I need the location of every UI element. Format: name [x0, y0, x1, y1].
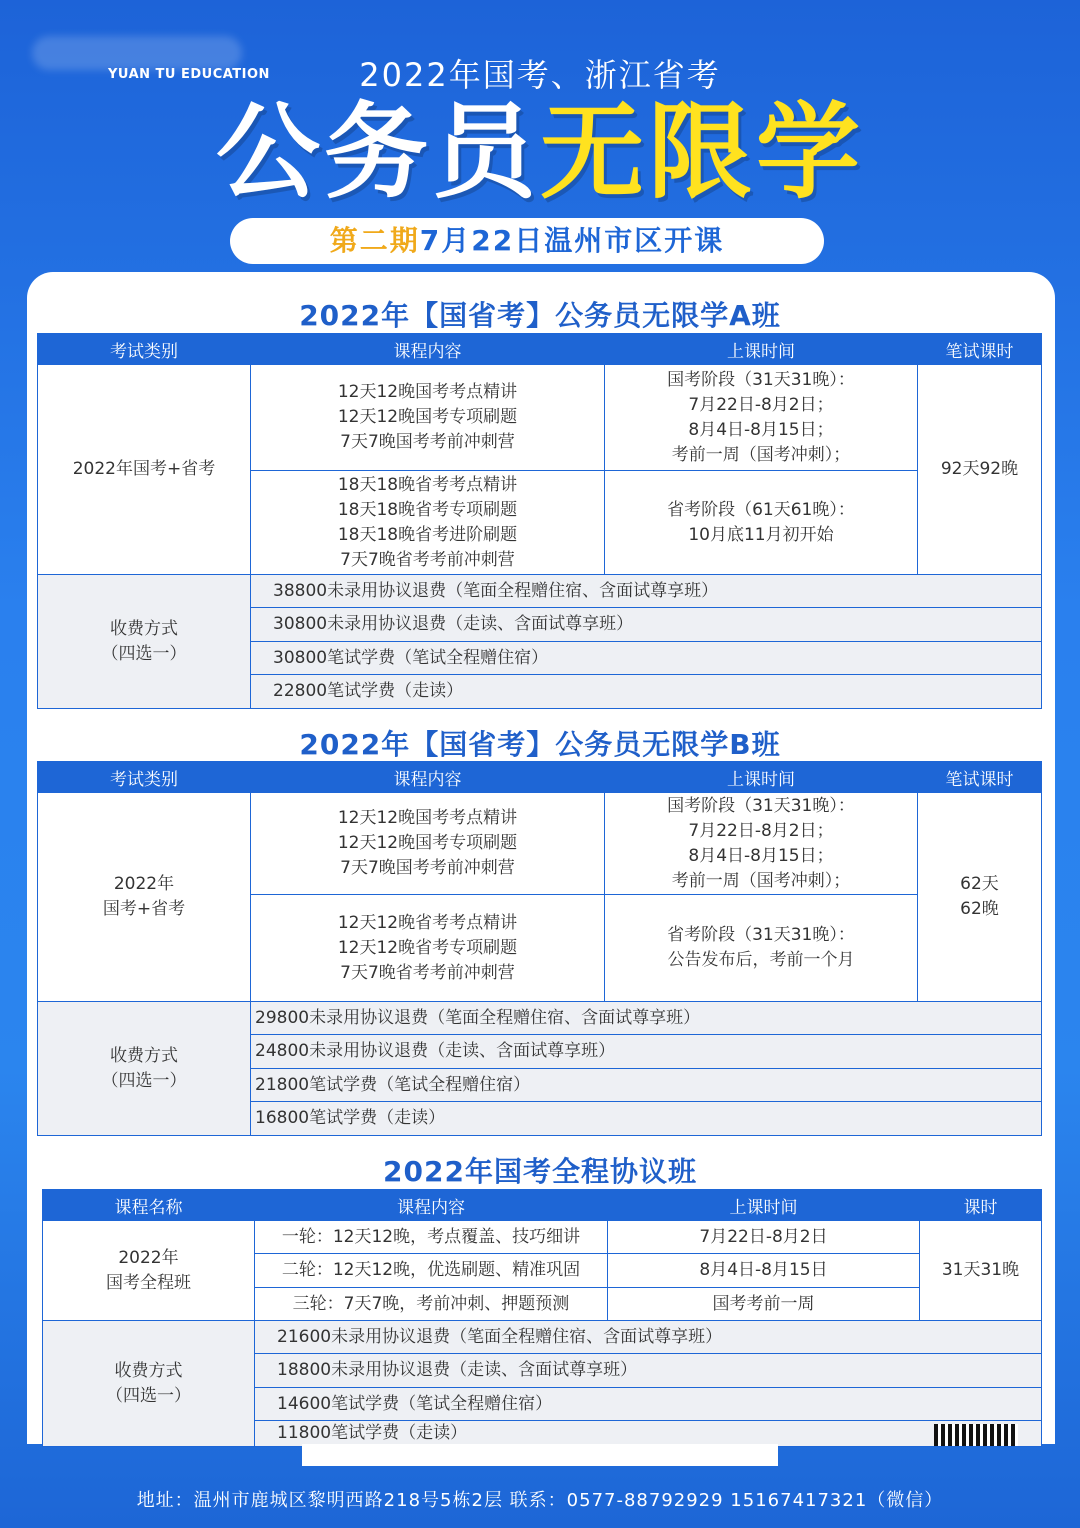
content-line: 7天7晚国考考前冲刺营 — [340, 858, 515, 878]
fee-option: 30800未录用协议退费（走读、含面试尊享班） — [251, 608, 1042, 642]
provincial-time-cell — [605, 471, 918, 575]
class-b-table — [37, 761, 1042, 1136]
fee-option: 30800笔试学费（笔试全程赠住宿） — [251, 642, 1042, 675]
hours-cell — [918, 793, 1042, 1002]
fee-option: 22800笔试学费（走读） — [251, 675, 1042, 709]
time-line: 国考阶段（31天31晚）： — [667, 369, 855, 390]
hero-title-yellow: 无限学 — [540, 91, 865, 213]
content-line: 12天12晚省考专项刷题 — [337, 937, 518, 958]
time-line: 省考阶段（31天31晚）： — [667, 925, 855, 945]
fee-option: 16800笔试学费（走读） — [251, 1102, 1042, 1136]
hours-line: 62晚 — [960, 899, 999, 919]
exam-type-cell: 2022年国考+省考 — [38, 365, 251, 575]
start-date-banner — [230, 218, 824, 264]
course-name-line: 2022年 — [118, 1247, 179, 1268]
time-line: 7月22日-8月2日； — [688, 394, 834, 415]
fee-label-cell — [38, 1002, 251, 1136]
brand-name-en: YUAN TU EDUCATION — [108, 67, 270, 82]
header-course-name: 课程名称 — [43, 1190, 255, 1221]
course-name-cell — [43, 1221, 255, 1321]
fee-label-note: （四选一） — [101, 1070, 187, 1091]
national-time-cell — [605, 365, 918, 471]
time-line: 公告发布后，考前一个月 — [667, 950, 855, 970]
round-time: 8月4日-8月15日 — [608, 1254, 920, 1288]
national-time-cell — [605, 793, 918, 895]
content-line: 12天12晚国考考点精讲 — [337, 382, 518, 402]
start-date-text: 7月22日温州市区开课 — [419, 224, 725, 257]
class-a-table — [37, 333, 1042, 709]
hours-cell: 92天92晚 — [918, 365, 1042, 575]
content-line: 12天12晚国考专项刷题 — [337, 407, 518, 427]
header-class-time: 上课时间 — [605, 762, 918, 793]
provincial-content-cell — [251, 471, 605, 575]
national-content-cell — [251, 365, 605, 471]
class-c-title: 2022年国考全程协议班 — [383, 1155, 697, 1188]
content-line: 12天12晚国考考点精讲 — [337, 808, 518, 828]
header-hours: 课时 — [920, 1190, 1042, 1221]
fee-label: 收费方式 — [110, 618, 178, 639]
time-line: 7月22日-8月2日； — [688, 820, 834, 841]
round-time: 国考考前一周 — [608, 1288, 920, 1321]
class-b-title: 2022年【国省考】公务员无限学B班 — [299, 728, 781, 761]
time-line: 8月4日-8月15日； — [688, 419, 834, 440]
bottom-strip — [302, 1444, 778, 1466]
round-time: 7月22日-8月2日 — [608, 1221, 920, 1254]
time-line: 国考阶段（31天31晚）： — [667, 795, 855, 816]
fee-label: 收费方式 — [110, 1045, 178, 1066]
header-hours: 笔试课时 — [918, 762, 1042, 793]
round-content: 三轮：7天7晚，考前冲刺、押题预测 — [255, 1288, 608, 1321]
provincial-content-cell — [251, 895, 605, 1002]
fee-option: 29800未录用协议退费（笔面全程赠住宿、含面试尊享班） — [251, 1002, 1042, 1035]
hours-line: 62天 — [960, 874, 999, 894]
header-course-content: 课程内容 — [251, 762, 605, 793]
round-content: 二轮：12天12晚，优选刷题、精准巩固 — [255, 1254, 608, 1288]
session-label: 第二期 — [329, 224, 420, 257]
time-line: 省考阶段（61天61晚）： — [667, 499, 855, 520]
class-c-table — [42, 1189, 1042, 1447]
qr-code-icon — [934, 1424, 1018, 1446]
fee-option: 21600未录用协议退费（笔面全程赠住宿、含面试尊享班） — [255, 1321, 1042, 1354]
provincial-time-cell — [605, 895, 918, 1002]
header-class-time: 上课时间 — [608, 1190, 920, 1221]
header-course-content: 课程内容 — [251, 334, 605, 365]
content-line: 18天18晚省考考点精讲 — [337, 474, 518, 495]
time-line: 8月4日-8月15日； — [688, 845, 834, 866]
header-class-time: 上课时间 — [605, 334, 918, 365]
content-line: 18天18晚省考进阶刷题 — [337, 524, 518, 545]
hero-title-white: 公务员 — [215, 91, 540, 213]
fee-option: 18800未录用协议退费（走读、含面试尊享班） — [255, 1354, 1042, 1388]
course-name-line: 国考全程班 — [106, 1272, 191, 1293]
footer-contact: 地址：温州市鹿城区黎明西路218号5栋2层 联系：0577-88792929 15167417321（微信） — [136, 1490, 944, 1511]
class-a-title: 2022年【国省考】公务员无限学A班 — [299, 299, 781, 332]
fee-option: 14600笔试学费（笔试全程赠住宿） — [255, 1388, 1042, 1421]
content-line: 12天12晚省考考点精讲 — [337, 912, 518, 933]
hours-cell: 31天31晚 — [920, 1221, 1042, 1321]
fee-option: 24800未录用协议退费（走读、含面试尊享班） — [251, 1035, 1042, 1069]
hero-title — [0, 91, 1080, 213]
time-line: 10月底11月初开始 — [688, 524, 834, 545]
header-exam-type: 考试类别 — [38, 762, 251, 793]
content-line: 7天7晚省考考前冲刺营 — [340, 549, 515, 570]
fee-label-note: （四选一） — [101, 643, 187, 664]
fee-label-note: （四选一） — [106, 1385, 191, 1406]
fee-option: 38800未录用协议退费（笔面全程赠住宿、含面试尊享班） — [251, 575, 1042, 608]
fee-label-cell — [38, 575, 251, 709]
content-line: 7天7晚国考考前冲刺营 — [340, 432, 515, 452]
exam-type-line: 国考+省考 — [102, 899, 186, 919]
time-line: 考前一周（国考冲刺）； — [671, 444, 851, 465]
fee-label: 收费方式 — [114, 1360, 183, 1381]
exam-type-cell — [38, 793, 251, 1002]
header-exam-type: 考试类别 — [38, 334, 251, 365]
national-content-cell — [251, 793, 605, 895]
fee-label-cell — [43, 1321, 255, 1447]
fee-option: 21800笔试学费（笔试全程赠住宿） — [251, 1069, 1042, 1102]
header-hours: 笔试课时 — [918, 334, 1042, 365]
exam-type-line: 2022年 — [113, 874, 175, 894]
content-line: 18天18晚省考专项刷题 — [337, 499, 518, 520]
time-line: 考前一周（国考冲刺）； — [671, 870, 851, 891]
round-content: 一轮：12天12晚，考点覆盖、技巧细讲 — [255, 1221, 608, 1254]
fee-option: 11800笔试学费（走读） — [255, 1421, 1042, 1447]
header-subtitle: 2022年国考、浙江省考 — [359, 56, 721, 94]
content-line: 7天7晚省考考前冲刺营 — [340, 962, 515, 983]
header-course-content: 课程内容 — [255, 1190, 608, 1221]
content-line: 12天12晚国考专项刷题 — [337, 833, 518, 853]
